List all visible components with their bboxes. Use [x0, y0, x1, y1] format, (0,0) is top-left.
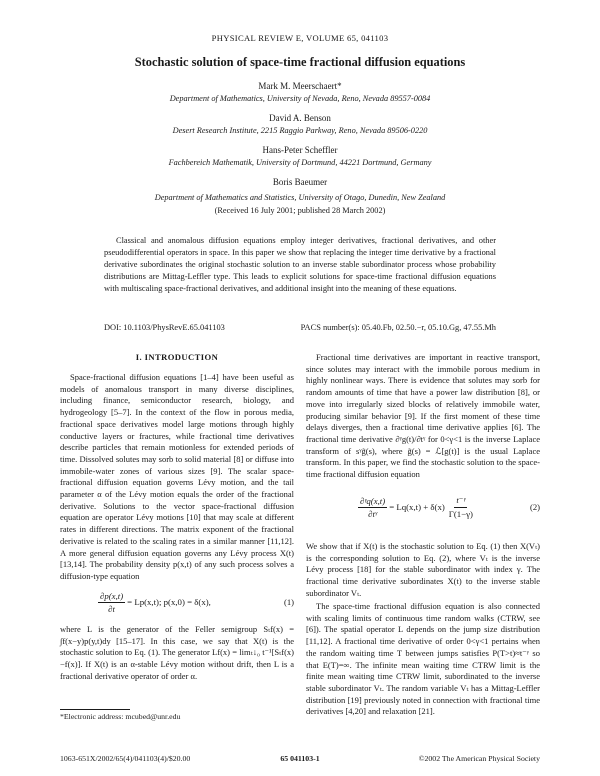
pacs-numbers: PACS number(s): 05.40.Fb, 02.50.−r, 05.10.Gg, 47.55.Mh: [300, 323, 496, 332]
eq2-rhs-denominator: Γ(1−γ): [448, 509, 473, 519]
eq2-lhs-numerator: ∂ᵞq(x,t): [360, 495, 386, 506]
author-affiliation: Fachbereich Mathematik, University of Dortmund, 44221 Dortmund, Germany: [168, 158, 432, 167]
author-name: Mark M. Meerschaert*: [258, 81, 342, 91]
eq1-denominator: ∂t: [108, 603, 115, 614]
author-affiliation: Desert Research Institute, 2215 Raggio Parkway, Reno, Nevada 89506-0220: [172, 126, 428, 135]
equation-1: [96, 586, 294, 618]
intro-paragraph-4: We show that if X(t) is the stochastic solution to Eq. (1) then X(Vₜ) is the corresponding solution to Eq. (2), where Vₜ is the inverse Lévy process [18] for the stable subordinator with index γ. The fractional time derivative subordinates X(t) to the inverse stable subordinator Vₜ.: [306, 541, 540, 598]
footer-copyright: ©2002 The American Physical Society: [418, 754, 540, 763]
eq1-fraction: [98, 591, 125, 614]
intro-paragraph-2: where L is the generator of the Feller semigroup Sₜf(x) = ∫f(x−y)p(y,t)dy [15–17]. In this case, we say that X(t) is the stochastic solution to Eq. (1). The generator Lf(x) = limₜ↓₀ t⁻¹[Sₜf(x)−f(x)]. If X(t) is an α-stable Lévy motion without drift, then L is a fractional derivative operator of order α.: [60, 624, 294, 681]
intro-paragraph-3: Fractional time derivatives are important in reactive transport, since solutes may interact with the immobile porous medium in highly nonlinear ways. There is evidence that solutes may sorb for random amounts of time that have a power law distribution [8], or move into irregularly sized blocks of relatively immobile water, producing similar behavior [9]. If the first moment of these time delays diverges, then a fractional time derivative applies [6]. The fractional time derivative ∂ᵞg(t)/∂tᵞ for 0<γ<1 is the inverse Laplace transform of sᵞg̃(s), where g̃(s) = ℒ[g(t)] is the usual Laplace transform. In this paper, we find the stochastic solution to the space-time fractional diffusion equation: [306, 352, 540, 480]
eq1-rhs: = Lp(x,t); p(x,0) = δ(x),: [127, 597, 211, 607]
eq1-number: (1): [283, 597, 294, 607]
eq2-rhs-fraction: [447, 495, 475, 519]
abstract: Classical and anomalous diffusion equations employ integer derivatives, fractional derivatives, and other pseudodifferential operators in space. In this paper we show that replacing the integer time derivative by a fractional derivative subordinates the original stochastic solution to an inverse stable subordinator process whose probability distributions are Mittag-Leffler type. This leads to explicit solutions for space-time fractional diffusion equations with multiscaling space-fractional derivatives, and additional insight into the meaning of these equations.: [104, 236, 496, 293]
author-affiliation: Department of Mathematics, University of Nevada, Reno, Nevada 89557-0084: [169, 94, 431, 103]
eq2-number: (2): [529, 502, 540, 512]
footnote: *Electronic address: mcubed@unr.edu: [60, 712, 181, 721]
author-name: David A. Benson: [269, 113, 331, 123]
footnote-rule: [60, 709, 130, 710]
author-affiliation: Department of Mathematics and Statistics, University of Otago, Dunedin, New Zealand: [154, 193, 446, 202]
intro-paragraph-1: Space-fractional diffusion equations [1–4] have been useful as models of anomalous transport in many diverse disciplines, including finance, semiconductor research, biology, and hydrogeology [5–7]. In the context of the flow in porous media, fractional space derivatives model large motions through highly conductive layers or fractures, while fractional time derivatives describe particles that remain motionless for extended periods of time. Dissolved solutes may sorb to solid material [8] or diffuse into immobile-water zones of various sizes [9]. The scalar space-fractional diffusion equation governs Lévy motion, and the tail parameter α of the Lévy motion equals the order of the fractional derivative. Solutions to the vector space-fractional diffusion equation are operator Lévy motions [10] that may scale at different rates in different directions. The matrix exponent of the fractional derivative is related to the scaling rates in a similar manner [11,12]. A more general diffusion equation governs any Lévy process X(t) [13,14]. The probability density p(x,t) of any such process solves a diffusion-type equation: [60, 372, 294, 581]
footer-issn: 1063-651X/2002/65(4)/041103(4)/$20.00: [60, 754, 191, 763]
footer-page-number: 65 041103-1: [280, 754, 320, 763]
equation-2: [356, 490, 540, 524]
eq1-numerator: ∂p(x,t): [100, 590, 124, 601]
received-date: (Received 16 July 2001; published 28 March 2002): [214, 206, 386, 215]
section-heading: I. INTRODUCTION: [135, 352, 219, 362]
author-name: Boris Baeumer: [272, 177, 328, 187]
journal-header: PHYSICAL REVIEW E, VOLUME 65, 041103: [211, 33, 389, 43]
eq2-lhs-fraction: [358, 496, 387, 519]
paper-title: Stochastic solution of space-time fractional diffusion equations: [134, 55, 466, 69]
eq2-lhs-denominator: ∂tᵞ: [368, 508, 377, 519]
doi[interactable]: DOI: 10.1103/PhysRevE.65.041103: [104, 323, 225, 332]
eq2-rhs-numerator: t⁻ᵞ: [454, 495, 467, 508]
author-name: Hans-Peter Scheffler: [262, 145, 338, 155]
eq2-middle: = Lq(x,t) + δ(x): [389, 502, 445, 512]
intro-paragraph-5: The space-time fractional diffusion equation is also connected with scaling limits of continuous time random walks (CTRW, see [6]). The spatial operator L depends on the jump size distribution [11,12]. A fractional time derivative of order 0<γ<1 pertains when the random waiting time T between jumps satisfies P(T>t)≈t⁻ᵞ so that E(T)=∞. The infinite mean waiting time CTRW limit is the finite mean waiting time CTRW limit, subordinated to the inverse stable subordinator Vₜ. The random variable Vₜ has a Mittag-Leffler distribution [19] previously noted in connection with fractional time derivatives [4,20] and relaxation [21].: [306, 601, 540, 717]
